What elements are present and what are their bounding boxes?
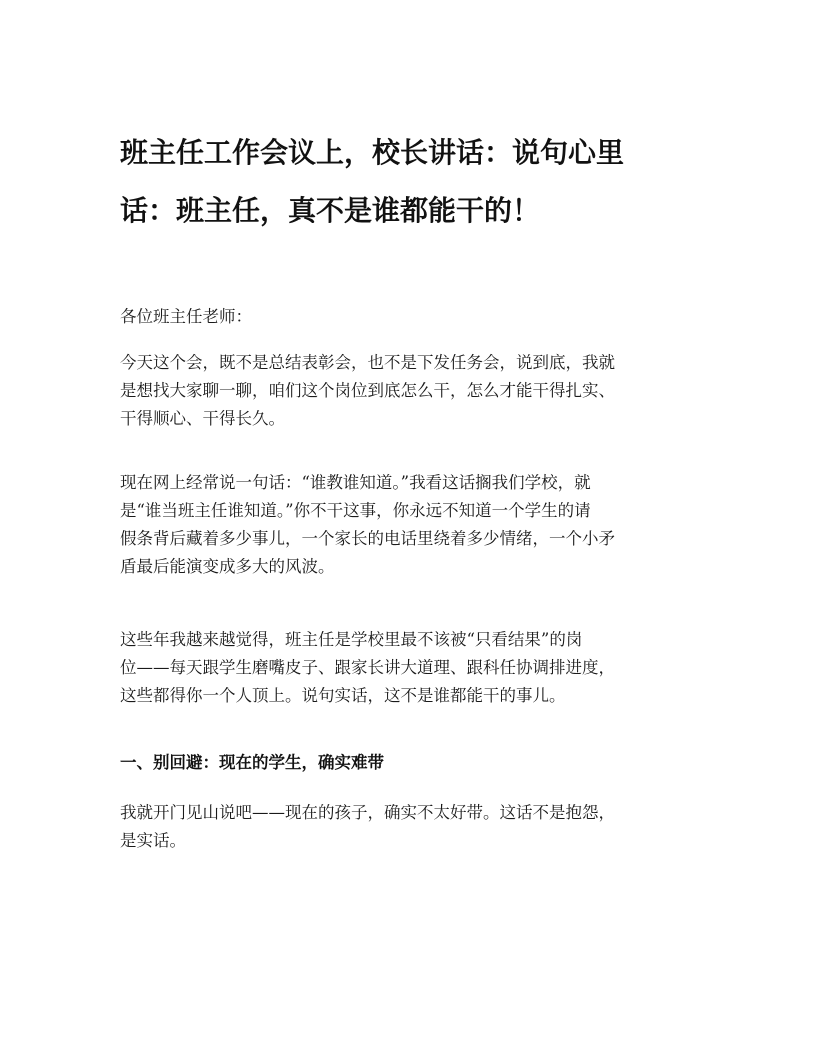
paragraph-1-line-2: 是想找大家聊一聊，咱们这个岗位到底怎么干，怎么才能干得扎实、 (120, 381, 615, 400)
salutation: 各位班主任老师： (120, 307, 252, 326)
paragraph-2-line-1: 现在网上经常说一句话：“谁教谁知道。”我看这话搁我们学校，就 (120, 473, 591, 492)
paragraph-1 (120, 349, 690, 433)
paragraph-1-line-3: 干得顺心、干得长久。 (120, 409, 285, 428)
paragraph-2-line-3: 假条背后藏着多少事儿，一个家长的电话里绕着多少情绪，一个小矛 (120, 529, 615, 548)
paragraph-3 (120, 626, 690, 710)
section-heading-1: 一、别回避：现在的学生，确实难带 (120, 753, 384, 772)
title-line-2: 话：班主任，真不是谁都能干的！ (120, 194, 541, 227)
section-1-paragraph-line-2: 是实话。 (120, 831, 186, 850)
paragraph-3-line-2: 位——每天跟学生磨嘴皮子、跟家长讲大道理、跟科任协调排进度， (120, 658, 615, 677)
title-line-1: 班主任工作会议上，校长讲话：说句心里 (120, 136, 625, 169)
section-1-paragraph-line-1: 我就开门见山说吧——现在的孩子，确实不太好带。这话不是抱怨， (120, 803, 615, 822)
paragraph-3-line-1: 这些年我越来越觉得，班主任是学校里最不该被“只看结果”的岗 (120, 630, 583, 649)
section-1-paragraph (120, 799, 690, 855)
paragraph-2-line-2: 是“谁当班主任谁知道。”你不干这事，你永远不知道一个学生的请 (120, 501, 591, 520)
paragraph-3-line-3: 这些都得你一个人顶上。说句实话，这不是谁都能干的事儿。 (120, 686, 566, 705)
paragraph-1-line-1: 今天这个会，既不是总结表彰会，也不是下发任务会，说到底，我就 (120, 353, 615, 372)
paragraph-2-line-4: 盾最后能演变成多大的风波。 (120, 557, 335, 576)
document-title (120, 124, 710, 240)
paragraph-2 (120, 469, 690, 581)
